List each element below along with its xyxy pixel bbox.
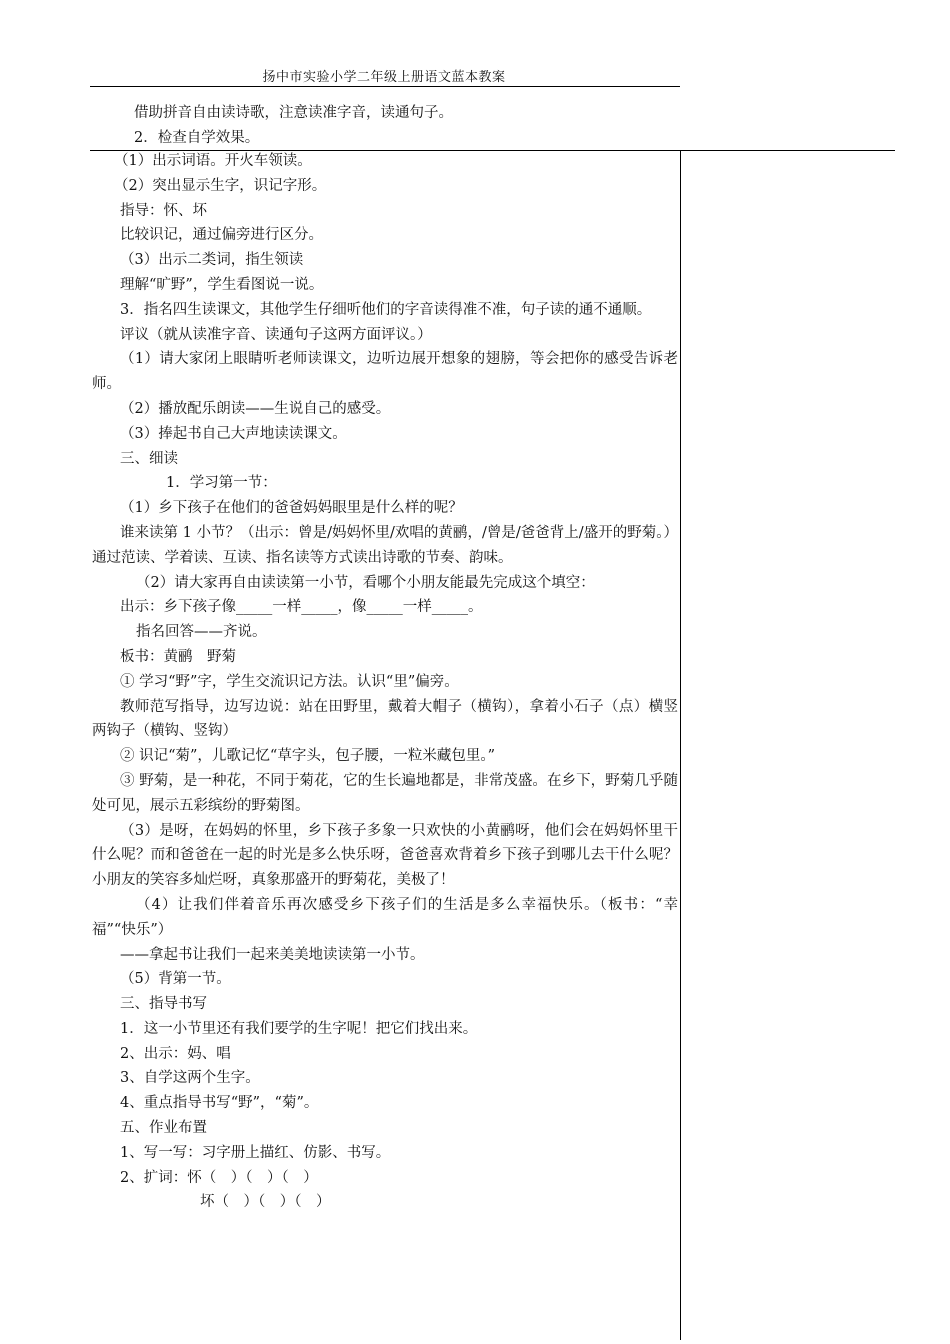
text-paragraph: 教师范写指导，边写边说：站在田野里，戴着大帽子（横钩），拿着小石子（点）横竖两钩子（横钩、竖钩） xyxy=(92,698,678,740)
text-line: 2、扩词：怀（ ）（ ）（ ） xyxy=(120,1169,318,1186)
text-line: 理解“旷野”，学生看图说一说。 xyxy=(120,276,324,293)
text-line: ① 学习“野”字，学生交流识记方法。认识“里”偏旁。 xyxy=(120,673,459,690)
text-line: （5）背第一节。 xyxy=(120,971,231,988)
text-paragraph: ③ 野菊，是一种花，不同于菊花，它的生长遍地都是，非常茂盛。在乡下，野菊几乎随处可见，展示五彩缤纷的野菊图。 xyxy=(92,772,678,814)
text-line: （1）出示词语。开火车领读。 xyxy=(114,153,312,169)
section-heading: 三、指导书写 xyxy=(120,996,207,1013)
table-column-divider xyxy=(680,150,681,1340)
intro-line: 借助拼音自由读诗歌，注意读准字音，读通句子。 xyxy=(134,105,453,121)
page-header-title: 扬中市实验小学二年级上册语文蓝本教案 xyxy=(262,70,506,85)
text-line: （2）播放配乐朗读——生说自己的感受。 xyxy=(120,400,391,417)
text-line: （2）突出显示生字，识记字形。 xyxy=(114,177,327,194)
text-paragraph: （1）请大家闭上眼睛听老师读课文，边听边展开想象的翅膀，等会把你的感受告诉老师。 xyxy=(92,351,678,393)
text-paragraph: 谁来读第 1 小节？（出示：曾是/妈妈怀里/欢唱的黄鹂，/曾是/爸爸背上/盛开的野菊。）通过范读、学着读、互读、指名读等方式读出诗歌的节奏、韵味。 xyxy=(92,524,678,566)
text-paragraph: （4）让我们伴着音乐再次感受乡下孩子们的生活是多么幸福快乐。（板书：“幸福”“快乐”） xyxy=(92,896,678,938)
section-heading: 三、细读 xyxy=(120,450,178,467)
fill-in-prompt: 出示：乡下孩子像_____一样_____，像_____一样_____。 xyxy=(120,599,483,616)
text-paragraph: （3）是呀，在妈妈的怀里，乡下孩子多象一只欢快的小黄鹂呀，他们会在妈妈怀里干什么呢？而和爸爸在一起的时光是多么快乐呀，爸爸喜欢背着乡下孩子到哪儿去干什么呢？小朋友的笑容多灿烂呀，真象那盛开的野菊花，美极了！ xyxy=(92,822,678,889)
lesson-plan-body xyxy=(92,149,678,1215)
text-line: 指导：怀、坏 xyxy=(120,202,207,219)
text-line: （1）乡下孩子在他们的爸爸妈妈眼里是什么样的呢？ xyxy=(120,500,463,517)
text-line: ② 识记“菊”，儿歌记忆“草字头，包子腰，一粒米藏包里。” xyxy=(120,748,496,765)
text-line: 1、写一写：习字册上描红、仿影、书写。 xyxy=(120,1144,391,1161)
text-line: 2、出示：妈、唱 xyxy=(120,1045,231,1062)
intro-block xyxy=(90,101,680,151)
text-line: ——拿起书让我们一起来美美地读读第一小节。 xyxy=(120,946,425,963)
intro-line: 2．检查自学效果。 xyxy=(134,129,260,146)
text-line: 比较识记，通过偏旁进行区分。 xyxy=(120,227,323,244)
text-line: 1．这一小节里还有我们要学的生字呢！把它们找出来。 xyxy=(120,1020,478,1037)
text-line: 坏（ ）（ ）（ ） xyxy=(200,1194,331,1211)
text-paragraph: 3．指名四生读课文，其他学生仔细听他们的字音读得准不准，句子读的通不通顺。 xyxy=(120,301,652,318)
text-line: 评议（就从读准字音、读通句子这两方面评议。） xyxy=(120,326,432,343)
header-rule xyxy=(90,86,680,87)
text-line: 3、自学这两个生字。 xyxy=(120,1070,260,1087)
text-line: 1．学习第一节： xyxy=(166,475,277,492)
text-line: （3）捧起书自己大声地读读课文。 xyxy=(120,425,347,442)
text-line: （3）出示二类词，指生领读 xyxy=(120,252,304,269)
text-line: 4、重点指导书写“野”，“菊”。 xyxy=(120,1095,319,1112)
board-writing: 板书：黄鹂 野菊 xyxy=(120,648,236,665)
text-line: （2）请大家再自由读读第一小节，看哪个小朋友能最先完成这个填空： xyxy=(136,574,595,591)
section-heading: 五、作业布置 xyxy=(120,1120,207,1137)
text-line: 指名回答——齐说。 xyxy=(136,624,267,641)
